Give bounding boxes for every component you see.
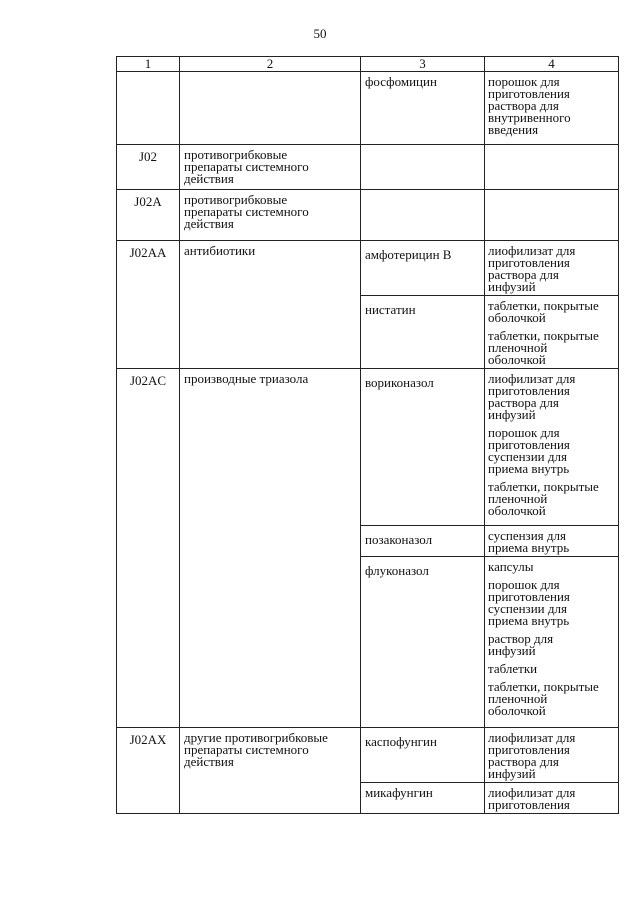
text-line: порошок для xyxy=(488,577,560,592)
page-number: 50 xyxy=(313,26,327,41)
text-line: приготовления xyxy=(488,383,570,398)
text-line: таблетки, покрытые xyxy=(488,479,599,494)
text-line: приготовления xyxy=(488,589,570,604)
dosage-form-text xyxy=(488,787,616,811)
drug-name: фосфомицин xyxy=(361,72,485,145)
dosage-form xyxy=(485,728,619,783)
dosage-form-text xyxy=(488,481,616,517)
dosage-form-text xyxy=(488,732,616,780)
text-line: приема внутрь xyxy=(488,461,570,476)
text-line: пленочной xyxy=(488,340,548,355)
text-line: приготовления xyxy=(488,742,570,757)
text-line: раствора для xyxy=(488,267,559,282)
dosage-form-text xyxy=(488,579,616,627)
dosage-form-text xyxy=(488,330,616,366)
dosage-form-text xyxy=(488,245,616,293)
text-line: суспензии для xyxy=(488,449,567,464)
group-name xyxy=(180,728,361,814)
table-row xyxy=(117,369,619,526)
table-row xyxy=(117,72,619,145)
text-line: оболочкой xyxy=(488,310,546,325)
text-line: инфузий xyxy=(488,407,536,422)
drug-name: амфотерицин В xyxy=(361,241,485,296)
text-line: таблетки, покрытые xyxy=(488,679,599,694)
dosage-form-text xyxy=(488,633,616,657)
text-line: лиофилизат для xyxy=(488,243,576,258)
dosage-form xyxy=(485,241,619,296)
text-line: раствора для xyxy=(488,395,559,410)
column-header: 3 xyxy=(361,57,485,72)
group-name xyxy=(180,190,361,241)
dosage-form xyxy=(485,557,619,728)
column-header: 2 xyxy=(180,57,361,72)
text-line: раствора для xyxy=(488,754,559,769)
text-line: введения xyxy=(488,122,539,137)
text-line: оболочкой xyxy=(488,503,546,518)
dosage-form-text xyxy=(488,663,616,675)
text-line: суспензия для xyxy=(488,528,566,543)
text-line: противогрибковые xyxy=(184,192,288,207)
table-row xyxy=(117,241,619,296)
text-line: приготовления xyxy=(488,437,570,452)
drug-name: вориконазол xyxy=(361,369,485,526)
text-line: лиофилизат для xyxy=(488,785,576,800)
dosage-form xyxy=(485,783,619,814)
text-line: порошок для xyxy=(488,425,560,440)
text-line: таблетки, покрытые xyxy=(488,328,599,343)
text-line: таблетки, покрытые xyxy=(488,298,599,313)
drug-name: микафунгин xyxy=(361,783,485,814)
text-line: противогрибковые xyxy=(184,147,288,162)
text-line: инфузий xyxy=(488,766,536,781)
dosage-form-text xyxy=(488,300,616,324)
text-line: оболочкой xyxy=(488,352,546,367)
text-line: раствор для xyxy=(488,631,554,646)
group-cell xyxy=(180,72,361,145)
text-line: раствора для xyxy=(488,98,559,113)
dosage-form xyxy=(485,296,619,369)
atc-code: J02AX xyxy=(117,728,180,814)
drug-name: флуконазол xyxy=(361,557,485,728)
code-cell xyxy=(117,72,180,145)
atc-code: J02AA xyxy=(117,241,180,369)
dosage-form-text xyxy=(488,681,616,717)
atc-code: J02 xyxy=(117,145,180,190)
text-line: приема внутрь xyxy=(488,540,570,555)
dosage-form xyxy=(485,72,619,145)
text-line: инфузий xyxy=(488,279,536,294)
form-cell xyxy=(485,145,619,190)
text-line: действия xyxy=(184,216,234,231)
table-row xyxy=(117,190,619,241)
text-line: порошок для xyxy=(488,74,560,89)
dosage-form-text xyxy=(488,76,616,136)
table-header-row xyxy=(117,57,619,72)
form-cell xyxy=(485,190,619,241)
table-row xyxy=(117,145,619,190)
dosage-form-text xyxy=(488,427,616,475)
text-line: таблетки xyxy=(488,661,538,676)
drug-name: позаконазол xyxy=(361,526,485,557)
text-line: пленочной xyxy=(488,691,548,706)
drug-cell xyxy=(361,190,485,241)
text-line: приготовления xyxy=(488,255,570,270)
text-line: приготовления xyxy=(488,86,570,101)
text-line: приготовления xyxy=(488,797,570,812)
text-line: пленочной xyxy=(488,491,548,506)
text-line: суспензии для xyxy=(488,601,567,616)
text-line: действия xyxy=(184,754,234,769)
column-header: 4 xyxy=(485,57,619,72)
group-name: антибиотики xyxy=(180,241,361,369)
atc-code: J02AC xyxy=(117,369,180,728)
drug-name: нистатин xyxy=(361,296,485,369)
text-line: действия xyxy=(184,171,234,186)
table-row xyxy=(117,728,619,783)
text-line: оболочкой xyxy=(488,703,546,718)
drug-table xyxy=(116,56,619,814)
text-line: внутривенного xyxy=(488,110,571,125)
text-line: приема внутрь xyxy=(488,613,570,628)
text-line: инфузий xyxy=(488,643,536,658)
text-line: капсулы xyxy=(488,559,534,574)
dosage-form xyxy=(485,526,619,557)
atc-code: J02A xyxy=(117,190,180,241)
column-header: 1 xyxy=(117,57,180,72)
drug-name: каспофунгин xyxy=(361,728,485,783)
text-line: препараты системного xyxy=(184,204,309,219)
dosage-form xyxy=(485,369,619,526)
drug-cell xyxy=(361,145,485,190)
text-line: лиофилизат для xyxy=(488,371,576,386)
text-line: лиофилизат для xyxy=(488,730,576,745)
group-name xyxy=(180,145,361,190)
text-line: другие противогрибковые xyxy=(184,730,328,745)
text-line: препараты системного xyxy=(184,742,309,757)
dosage-form-text xyxy=(488,561,616,573)
text-line: препараты системного xyxy=(184,159,309,174)
group-name: производные триазола xyxy=(180,369,361,728)
dosage-form-text xyxy=(488,373,616,421)
dosage-form-text xyxy=(488,530,616,554)
